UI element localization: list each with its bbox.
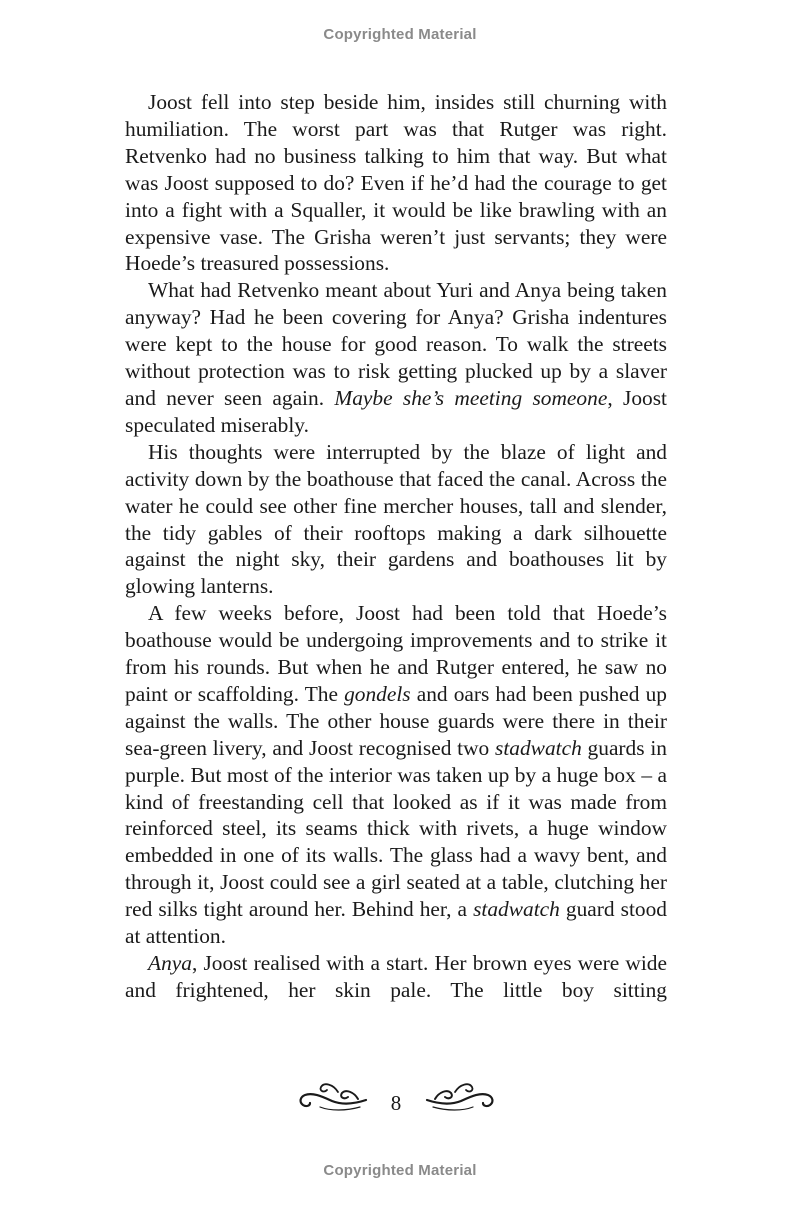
text-run: Joost fell into step beside him, insides still churning with humiliation. The worst part was that Rutger was right. Retvenko had no business talking to him that way. But what was Joost supposed to do? Even if he’d had the courage to get into a fight with a Squaller, it would be like brawling with an expensive vase. The Grisha weren’t just servants; they were Hoede’s treasured possessions. bbox=[125, 90, 667, 276]
italic-text: gondels bbox=[344, 681, 411, 706]
text-run: , Joost speculated miserably. bbox=[125, 385, 667, 437]
text-run: , Joost realised with a start. Her brown eyes were wide and frightened, her skin pale. The little boy sitting bbox=[125, 951, 667, 1002]
page-number: 8 bbox=[390, 1091, 402, 1115]
text-run: guards in purple. But most of the interior was taken up by a huge box – a kind of freestanding cell that looked as if it was made from reinforced steel, its seams thick with rivets, a huge window embedded in one of its walls. The glass had a wavy bent, and through it, Joost could see a girl seated at a table, clutching her red silks tight around her. Behind her, a bbox=[125, 735, 667, 922]
text-run: guard stood at attention. bbox=[125, 897, 667, 949]
page-folio bbox=[0, 1080, 800, 1120]
footer-copyright: Copyrighted Material bbox=[323, 1162, 477, 1179]
paragraph bbox=[125, 439, 667, 600]
text-run: His thoughts were interrupted by the blaze of light and activity down by the boathouse that faced the canal. Across the water he could see other fine mercher houses, tall and slender, the tidy gables of their rooftops making a dark silhouette against the night sky, their gardens and boathouses lit by glowing lanterns. bbox=[125, 439, 667, 599]
text-run: What had Retvenko meant about Yuri and Anya being taken anyway? Had he been covering for Anya? Grisha indentures were kept to the house for good reason. To walk the streets without protection was to risk getting plucked up by a slaver and never seen again. bbox=[125, 278, 667, 410]
italic-text: Maybe she’s meeting someone bbox=[334, 385, 608, 410]
text-run: A few weeks before, Joost had been told that Hoede’s boathouse would be undergoing improvements and to strike it from his rounds. But when he and Rutger entered, he saw no paint or scaffolding. The bbox=[125, 601, 667, 706]
italic-text: Anya bbox=[148, 951, 192, 975]
header-copyright: Copyrighted Material bbox=[323, 26, 477, 43]
text-run: and oars had been pushed up against the walls. The other house guards were there in their sea-green livery, and Joost recognised two bbox=[125, 681, 667, 760]
left-flourish-icon bbox=[298, 1080, 368, 1114]
paragraph bbox=[125, 277, 667, 438]
italic-text: stadwatch bbox=[473, 897, 560, 922]
paragraph bbox=[125, 950, 667, 1004]
paragraph bbox=[125, 600, 667, 950]
paragraph bbox=[125, 89, 667, 277]
right-flourish-icon bbox=[425, 1080, 495, 1114]
body-text bbox=[125, 89, 667, 1004]
italic-text: stadwatch bbox=[495, 735, 582, 760]
